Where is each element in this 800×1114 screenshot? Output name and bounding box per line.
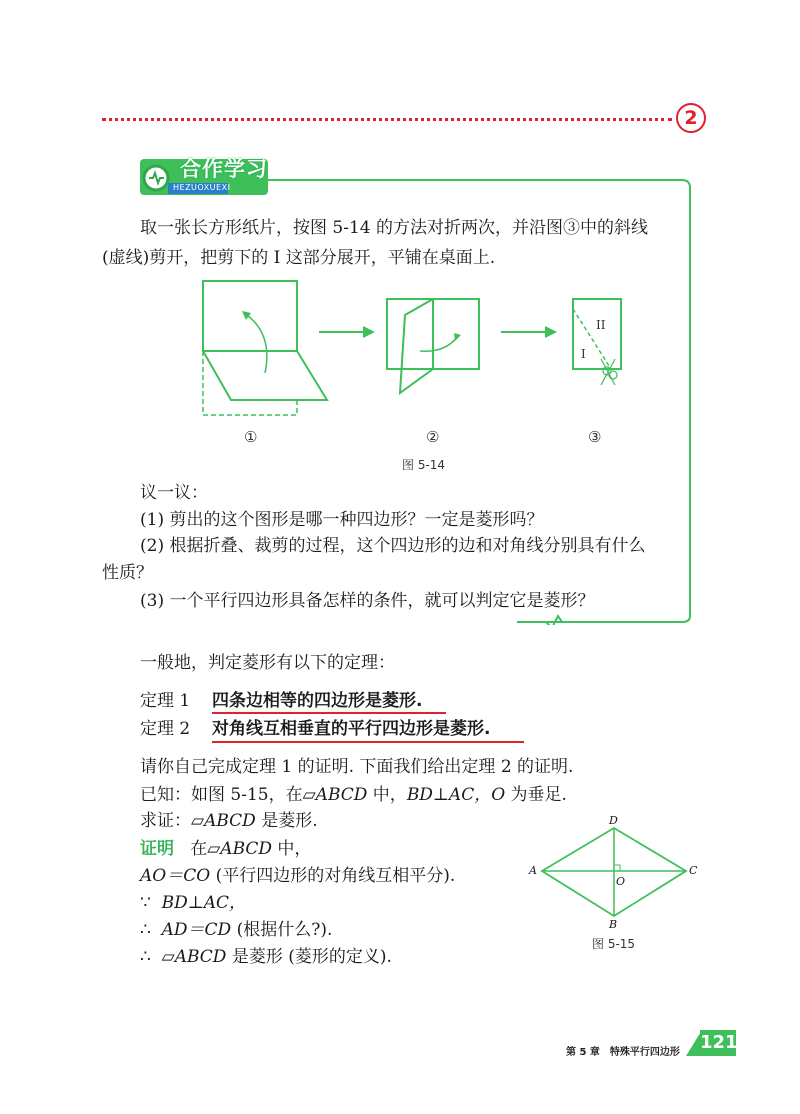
proof-line-2: ∵ BD⊥AC，: [140, 893, 247, 913]
arrow-1: [319, 326, 375, 338]
given-statement: 已知：如图 5-15，在▱ABCD 中，BD⊥AC，O 为垂足.: [140, 785, 567, 805]
step-label-1: ①: [244, 428, 258, 446]
question-3: (3) 一个平行四边形具备怎样的条件，就可以判定它是菱形？: [140, 591, 595, 611]
dotted-divider: [102, 118, 672, 121]
proof-line-1: AO＝CO (平行四边形的对角线互相平分).: [140, 866, 456, 886]
instruction-text: 请你自己完成定理 1 的证明. 下面我们给出定理 2 的证明.: [140, 757, 574, 777]
because-symbol: ∵: [140, 893, 151, 913]
theorem-2-text: 对角线互相垂直的平行四边形是菱形.: [212, 719, 491, 739]
label-b: B: [609, 918, 618, 931]
discuss-title: 议一议：: [140, 483, 208, 503]
therefore-symbol: ∴: [140, 920, 151, 940]
step-3-diagram: [573, 299, 621, 385]
label-d: D: [609, 814, 618, 827]
step-1-diagram: [203, 281, 327, 415]
chapter-footer: 第 5 章 特殊平行四边形: [566, 1047, 680, 1058]
proof-line-3: ∴ AD＝CD (根据什么?).: [140, 920, 333, 940]
step-2-diagram: [387, 299, 479, 393]
badge-subtitle: HEZUOXUEXI: [173, 183, 231, 192]
theorem-2-underline: [212, 741, 524, 743]
general-statement: 一般地，判定菱形有以下的定理：: [140, 653, 395, 673]
question-2-line-1: (2) 根据折叠、裁剪的过程，这个四边形的边和对角线分别具有什么: [140, 536, 646, 556]
prove-statement: 求证：▱ABCD 是菱形.: [140, 811, 318, 831]
figure-5-14-caption: 图 5-14: [402, 458, 446, 472]
theorem-2-label: 定理 2: [140, 719, 191, 739]
step-label-3: ③: [588, 428, 602, 446]
piece-label-ii: II: [596, 318, 606, 332]
figure-5-15-caption: 图 5-15: [592, 937, 636, 951]
arrow-2: [501, 326, 557, 338]
page-number: 121: [700, 1030, 736, 1056]
theorem-1-text: 四条边相等的四边形是菱形.: [212, 691, 423, 711]
therefore-symbol-2: ∴: [140, 947, 151, 967]
label-o: O: [616, 875, 626, 888]
proof-line-4: ∴ ▱ABCD 是菱形 (菱形的定义).: [140, 947, 392, 967]
intro-line-2: (虚线)剪开，把剪下的 I 这部分展开，平铺在桌面上.: [102, 248, 496, 268]
question-2-line-2: 性质？: [102, 563, 153, 583]
proof-first-line: 证明 在▱ABCD 中，: [140, 839, 312, 859]
theorem-1-label: 定理 1: [140, 691, 191, 711]
badge-title: 合作学习: [180, 157, 268, 181]
piece-label-i: I: [581, 347, 586, 361]
proof-label: 证明: [140, 839, 174, 859]
figure-5-14-folding: [195, 275, 655, 440]
label-a: A: [529, 864, 537, 877]
question-1: (1) 剪出的这个图形是哪一种四边形？一定是菱形吗？: [140, 510, 544, 530]
intro-line-1: 取一张长方形纸片，按图 5-14 的方法对折两次，并沿图③中的斜线: [140, 218, 648, 238]
step-label-2: ②: [426, 428, 440, 446]
label-c: C: [689, 864, 698, 877]
section-number-badge: 2: [676, 103, 706, 133]
